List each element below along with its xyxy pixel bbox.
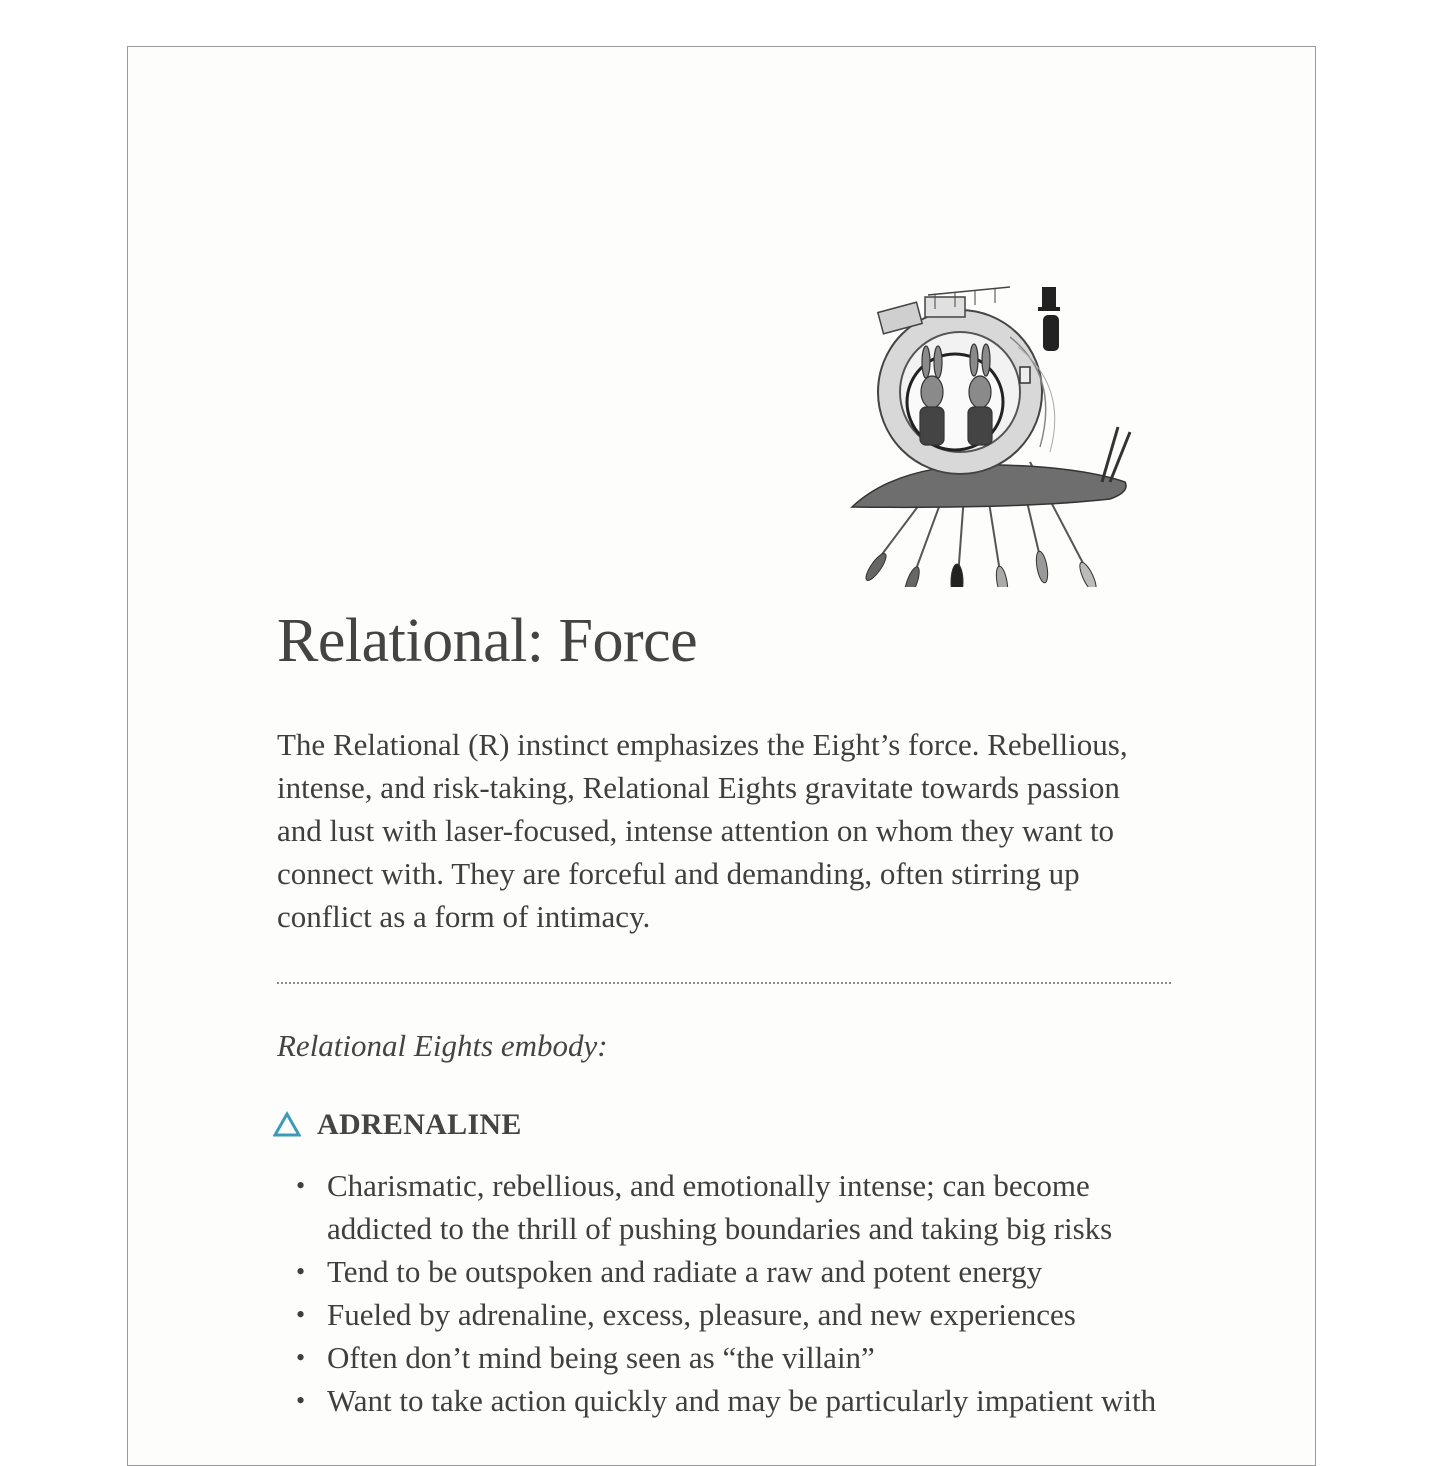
adrenaline-heading — [273, 1108, 1171, 1142]
document-page — [127, 46, 1316, 1466]
dotted-divider — [277, 982, 1171, 984]
triangle-outline-icon — [273, 1111, 301, 1139]
list-item: • Charismatic, rebellious, and emotionally intense; can become addicted to the thrill of pushing boundaries and taking big risks — [327, 1164, 1171, 1250]
intro-paragraph: The Relational (R) instinct emphasizes the Eight’s force. Rebellious, intense, and risk-taking, Relational Eights gravitate towards passion and lust with laser-focused, intense attention on whom they want to connect with. They are forceful and demanding, often stirring up conflict as a form of intimacy. — [277, 727, 1128, 935]
section-content — [277, 607, 1171, 1422]
list-item: • Want to take action quickly and may be particularly impatient with — [327, 1379, 1171, 1422]
embody-subheading: Relational Eights embody: — [277, 1028, 608, 1064]
adrenaline-heading-label: ADRENALINE — [317, 1108, 522, 1142]
adrenaline-list — [277, 1164, 1171, 1422]
page-title: Relational: Force — [277, 607, 698, 675]
snail-boat-illustration — [840, 237, 1140, 587]
list-item: • Often don’t mind being seen as “the villain” — [327, 1336, 1171, 1379]
list-item: • Fueled by adrenaline, excess, pleasure, and new experiences — [327, 1293, 1171, 1336]
list-item: • Tend to be outspoken and radiate a raw and potent energy — [327, 1250, 1171, 1293]
